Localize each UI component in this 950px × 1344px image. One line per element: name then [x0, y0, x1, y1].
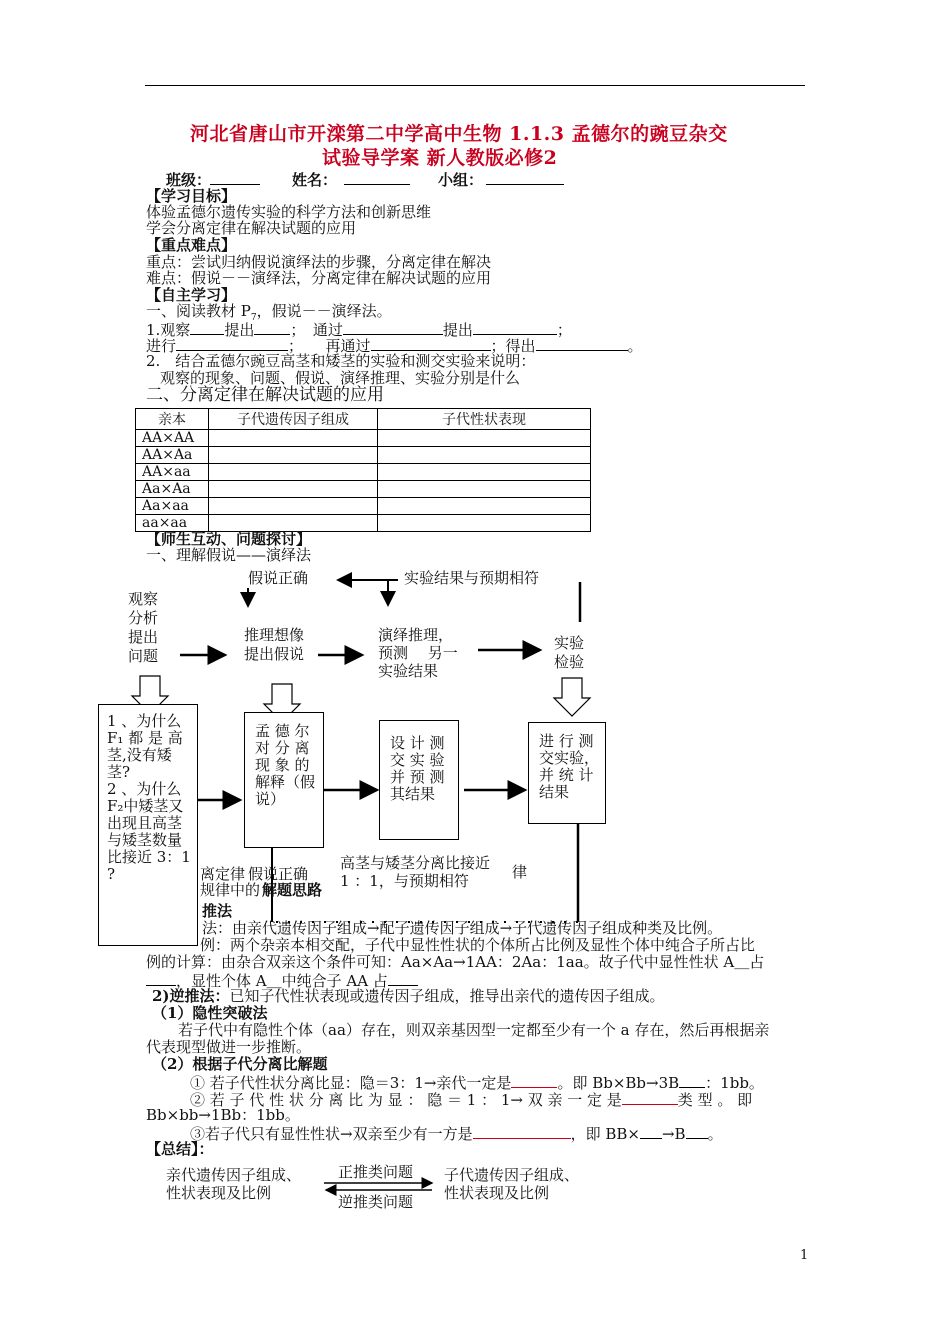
goal-2: 学会分离定律在解决试题的应用	[146, 219, 357, 237]
ratio-rule-2-cont: Bb×bb→1Bb：1bb。	[146, 1106, 300, 1124]
summary-left: 亲代遗传因子组成、 性状表现及比例	[166, 1166, 302, 1202]
ratio-rule-2: ② 若 子 代 性 状 分 离 比 为 显 ： 隐 ＝ 1 ： 1→ 双 亲 一 定 是 类 型 。 即	[190, 1091, 753, 1109]
ratio-heading: （2）根据子代分离比解题	[152, 1055, 328, 1073]
table-header: 亲本	[136, 409, 209, 430]
flow-observe: 观察 分析 提出 问题	[128, 590, 159, 665]
self-1: 一、阅读教材 $P_7$，假说－－演绎法。	[146, 302, 392, 323]
overlap-text-3: 假说正确	[248, 865, 309, 883]
summary-heading: 【总结】：	[146, 1140, 214, 1158]
flow-deduce: 演绎推理， 预测 另一 实验结果	[378, 626, 458, 680]
flow-conclusion: 高茎与矮茎分离比接近 1 ：1，与预期相符	[340, 854, 491, 890]
title-line1: 河北省唐山市开滦第二中学高中生物 1.1.3 孟德尔的豌豆杂交	[190, 123, 728, 145]
question-2: 2. 结合孟德尔豌豆高茎和矮茎的实验和测交实验来说明：	[146, 352, 536, 370]
ratio-rule-1: ① 若子代性状分离比显：隐＝3：1→亲代一定是 。即 Bb×Bb→3B ：1bb。	[190, 1074, 764, 1092]
question-box: 1 、为什么 F₁ 都 是 高 茎,没有矮 茎? 2 、为什么 F₂中矮茎又 出现且高茎 与矮茎数量 比接近 3：1 ?	[98, 704, 198, 946]
question-2b: 观察的现象、问题、假说、演绎推理、实验分别是什么	[160, 369, 521, 387]
example-text-3: ，显性个体 A＿中纯合子 AA 占	[146, 971, 418, 990]
flow-reason: 推理想像 提出假说	[244, 626, 305, 663]
goal-1: 体验孟德尔遗传实验的科学方法和创新思维	[146, 203, 432, 221]
question-1-line1: 1.观察 提出 ； 通过 提出 ；	[146, 321, 572, 339]
key-1: 重点：尝试归纳假说演绎法的步骤，分离定律在解决	[146, 253, 492, 271]
table-cell: Aa×aa	[136, 498, 209, 515]
table-header: 子代遗传因子组成	[209, 409, 378, 430]
interaction-sub1: 一、理解假说——演绎法	[146, 546, 312, 564]
hypothesis-box: 孟 德 尔 对 分 离 现 象 的 解释（假 说）	[244, 712, 324, 848]
ratio-rule-3: ③若子代只有显性性状→双亲至少有一方是 ，即 BB× →B 。	[190, 1125, 723, 1143]
flow-hypothesis-correct: 假说正确	[248, 569, 309, 587]
key-2: 难点：假说－－演绎法，分离定律在解决试题的应用	[146, 269, 492, 287]
overlap-text-2: 规律中的	[200, 881, 261, 899]
key-heading: 【重点难点】	[146, 236, 237, 254]
example-text-2: 例的计算：由杂合双亲这个条件可知：Aa×Aa→1AA：2Aa：1aa。故子代中显性性状 A＿占	[146, 953, 765, 971]
part-2-heading: 二、分离定律在解决试题的应用	[146, 385, 384, 405]
table-header: 子代性状表现	[378, 409, 591, 430]
group-label: 小组：	[438, 171, 484, 189]
question-1-line2: 进行 ； 再通过 ；得出 。	[146, 337, 643, 355]
table-cell: AA×aa	[136, 464, 209, 481]
overlap-text-4: 解题思路	[262, 881, 323, 899]
flow-result-match: 实验结果与预期相符	[404, 569, 540, 587]
overlap-text-1: 离定律	[200, 865, 246, 883]
interaction-heading: 【师生互动、问题探讨】	[146, 530, 312, 548]
table-cell: Aa×Aa	[136, 481, 209, 498]
goals-heading: 【学习目标】	[146, 187, 237, 205]
summary-right: 子代遗传因子组成、 性状表现及比例	[444, 1166, 580, 1202]
forward-heading: 推法	[202, 902, 233, 920]
table-cell: AA×Aa	[136, 447, 209, 464]
name-label: 姓名：	[292, 171, 338, 189]
design-box: 设 计 测 交 实 验 并 预 测 其结果	[379, 720, 459, 840]
table-cell: AA×AA	[136, 430, 209, 447]
title-line2: 试验导学案 新人教版必修2	[322, 147, 558, 169]
summary-reverse-label: 逆推类问题	[338, 1193, 414, 1211]
table-cell: aa×aa	[136, 515, 209, 532]
recessive-heading: （1）隐性突破法	[152, 1004, 268, 1022]
recessive-text-1: 若子代中有隐性个体（aa）存在，则双亲基因型一定都至少有一个 a 存在，然后再根据亲	[178, 1021, 770, 1039]
summary-forward-label: 正推类问题	[338, 1163, 414, 1181]
forward-text: 法：由亲代遗传因子组成→配子遗传因子组成→子代遗传因子组成种类及比例。	[202, 919, 723, 937]
reverse-line: 2)逆推法：已知子代性状表现或遗传因子组成，推导出亲代的遗传因子组成。	[152, 987, 665, 1005]
overlap-text-5: 律	[512, 863, 528, 881]
self-heading: 【自主学习】	[146, 286, 237, 304]
page-number: 1	[800, 1248, 809, 1263]
example-text: 例：两个杂亲本相交配，子代中显性性状的个体所占比例及显性个体中纯合子所占比	[200, 936, 756, 954]
experiment-box: 进 行 测 交实验， 并 统 计 结果	[528, 722, 606, 824]
flow-test: 实验 检验	[554, 634, 585, 671]
class-label: 班级：	[166, 171, 212, 189]
recessive-text-2: 代表现型做进一步推断。	[146, 1038, 312, 1056]
